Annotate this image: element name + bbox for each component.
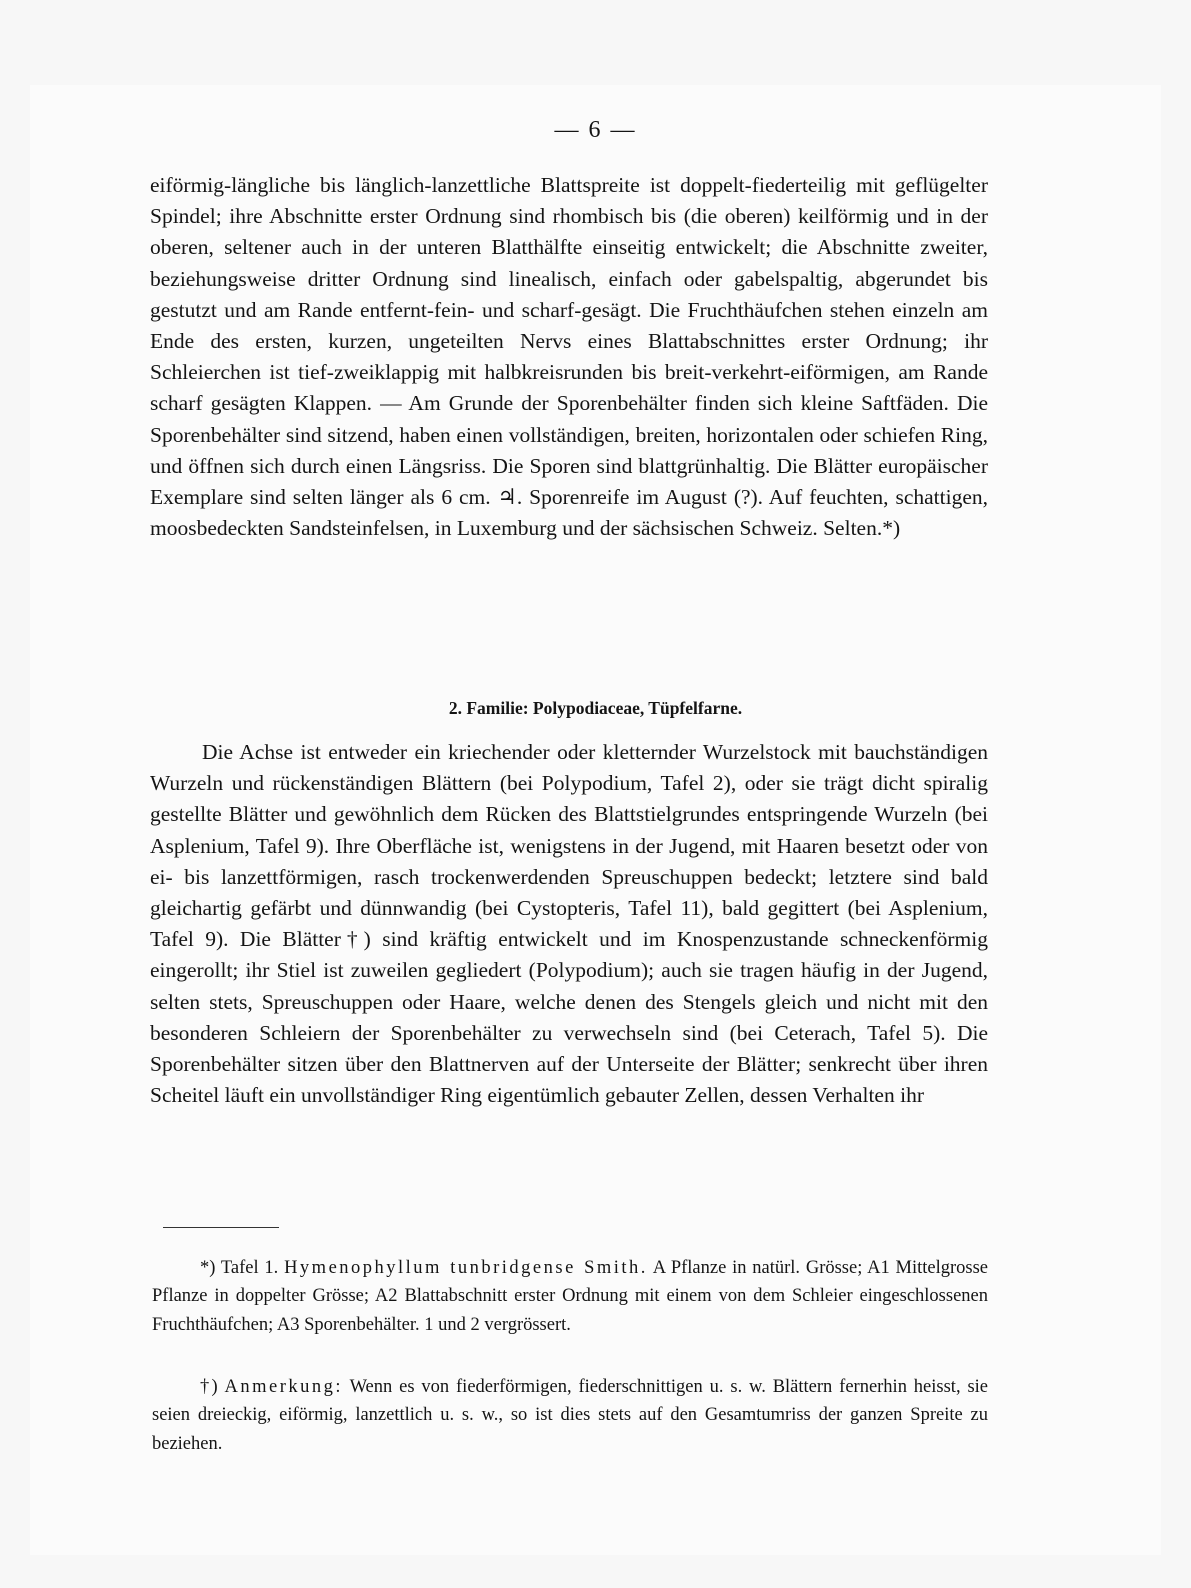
footnote-2-text: Wenn es von fiederförmigen, fiederschnittigen u. s. w. Blättern fernerhin heisst, sie seien dreieckig, eiförmig, lanzettlich u. s. w., so ist dies stets auf den Gesamtumriss der ganzen Spreite zu beziehen. — [152, 1377, 988, 1454]
footnote-1-species: Hymenophyllum tunbridgense Smith. — [284, 1258, 648, 1278]
footnote-tafel-1 — [152, 1254, 988, 1339]
footnote-2-marker: †) — [200, 1377, 218, 1397]
footnote-divider — [163, 1227, 279, 1228]
paragraph-continuation: eiförmig-längliche bis länglich-lanzettliche Blattspreite ist doppelt-fiederteilig mit geflügelter Spindel; ihre Abschnitte erster Ordnung sind rhombisch bis (die oberen) keilförmig und in der oberen, seltener auch in der unteren Blatthälfte einseitig entwickelt; die Abschnitte zweiter, beziehungsweise dritter Ordnung sind linealisch, einfach oder gabelspaltig, abgerundet bis gestutzt und am Rande entfernt-fein- und scharf-gesägt. Die Fruchthäufchen stehen einzeln am Ende des ersten, kurzen, ungeteilten Nervs eines Blattabschnittes erster Ordnung; ihr Schleierchen ist tief-zweiklappig mit halbkreisrunden bis breit-verkehrt-eiförmigen, am Rande scharf gesägten Klappen. — Am Grunde der Sporenbehälter finden sich kleine Saftfäden. Die Sporenbehälter sind sitzend, haben einen vollständigen, breiten, horizontalen oder schiefen Ring, und öffnen sich durch einen Längsriss. Die Sporen sind blattgrünhaltig. Die Blätter europäischer Exemplare sind selten länger als 6 cm. ♃. Sporenreife im August (?). Auf feuchten, schattigen, moosbedeckten Sandsteinfelsen, in Luxemburg und der sächsischen Schweiz. Selten.*) — [150, 173, 988, 541]
footnote-2-label: Anmerkung: — [224, 1377, 344, 1397]
footnote-anmerkung — [152, 1373, 988, 1458]
paragraph-polypodiaceae: Die Achse ist entweder ein kriechender oder kletternder Wurzelstock mit bauchständigen Wurzeln und rückenständigen Blättern (bei Polypodium, Tafel 2), oder sie trägt dicht spiralig gestellte Blätter und gewöhnlich dem Rücken des Blattstielgrundes entspringende Wurzeln (bei Asplenium, Tafel 9). Ihre Oberfläche ist, wenigstens in der Jugend, mit Haaren besetzt oder von ei- bis lanzettförmigen, rasch trockenwerdenden Spreuschuppen bedeckt; letztere sind bald gleichartig gefärbt und dünnwandig (bei Cystopteris, Tafel 11), bald gegittert (bei Asplenium, Tafel 9). Die Blätter†) sind kräftig entwickelt und im Knospenzustande schneckenförmig eingerollt; ihr Stiel ist zuweilen gegliedert (Polypodium); auch sie tragen häufig in der Jugend, selten stets, Spreuschuppen oder Haare, welche denen des Stengels gleich und nicht mit den besonderen Schleiern der Sporenbehälter zu verwechseln sind (bei Ceterach, Tafel 5). Die Sporenbehälter sitzen über den Blattnerven auf der Unterseite der Blätter; senkrecht über ihren Scheitel läuft ein unvollständiger Ring eigentümlich gebauter Zellen, dessen Verhalten ihr — [150, 740, 988, 1108]
section-heading: 2. Familie: Polypodiaceae, Tüpfelfarne. — [448, 698, 743, 718]
page-number: — 6 — — [554, 117, 637, 143]
footnote-1-marker: *) Tafel 1. — [200, 1258, 279, 1278]
footnote-1-text: A Pflanze in natürl. Grösse; A1 Mittelgrosse Pflanze in doppelter Grösse; A2 Blattabschnitt erster Ordnung mit einem von dem Schleier eingeschlossenen Fruchthäufchen; A3 Sporenbehälter. 1 und 2 vergrössert. — [152, 1258, 989, 1335]
